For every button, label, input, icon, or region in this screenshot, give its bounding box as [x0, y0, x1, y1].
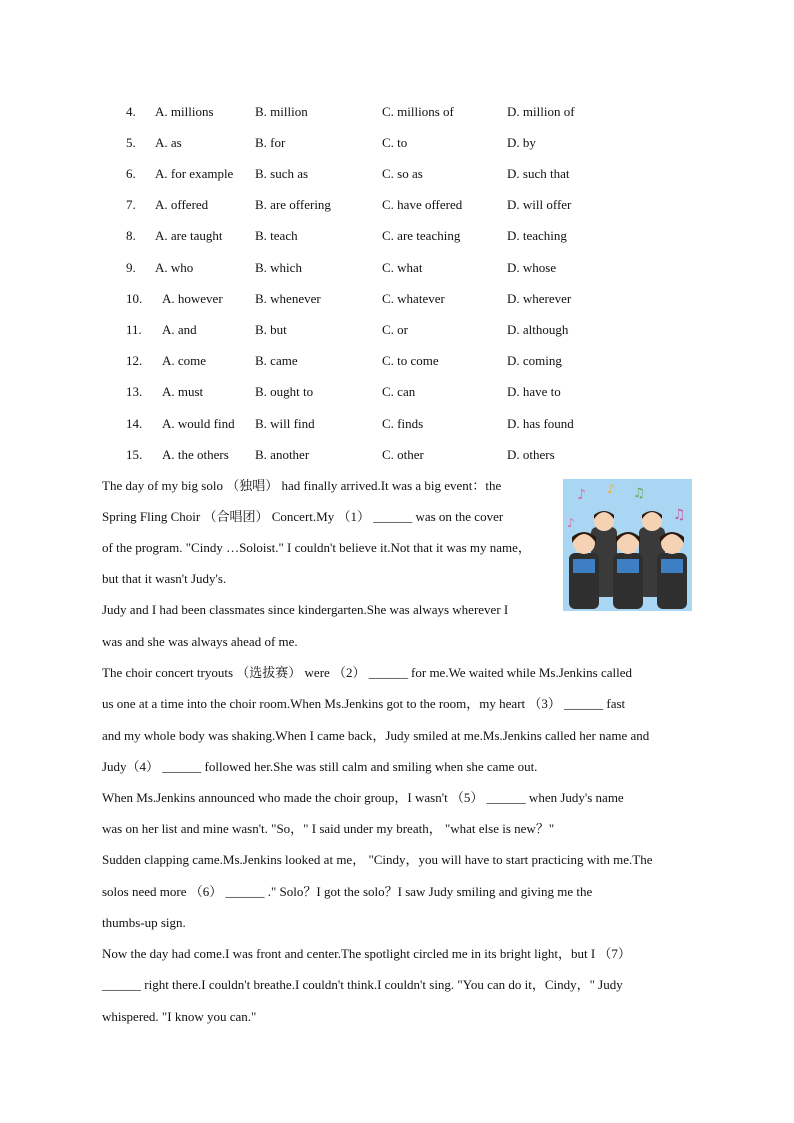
- passage-text: solos need more （6） ______ ." Solo？I got the solo？I saw Judy smiling and giving me the: [102, 884, 593, 899]
- option-d: D. wherever: [507, 291, 572, 306]
- passage-line: [102, 600, 508, 620]
- passage-line: [102, 975, 623, 995]
- option-c: C. so as: [382, 166, 423, 181]
- passage-line: [102, 507, 503, 527]
- option-b: B. for: [255, 135, 286, 150]
- question-number: 4.: [126, 104, 136, 119]
- option-b: B. but: [255, 322, 287, 337]
- option-a: A. millions: [155, 104, 214, 119]
- question-number: 9.: [126, 260, 136, 275]
- passage-line: [102, 757, 537, 777]
- passage-text: but that it wasn't Judy's.: [102, 571, 227, 586]
- question-number: 6.: [126, 166, 136, 181]
- option-d: D. has found: [507, 416, 574, 431]
- svg-text:♪: ♪: [567, 516, 575, 530]
- passage-line: [102, 726, 649, 746]
- option-c: C. have offered: [382, 197, 463, 212]
- svg-text:♫: ♫: [633, 486, 645, 501]
- passage-text: Judy and I had been classmates since kindergarten.She was always wherever I: [102, 602, 509, 617]
- option-a: A. the others: [162, 447, 229, 462]
- option-a: A. are taught: [155, 228, 223, 243]
- option-b: B. another: [255, 447, 310, 462]
- option-c: C. what: [382, 260, 423, 275]
- passage-line: [102, 819, 554, 839]
- option-c: C. to come: [382, 353, 439, 368]
- option-d: D. whose: [507, 260, 557, 275]
- option-d: D. although: [507, 322, 569, 337]
- option-b: B. will find: [255, 416, 315, 431]
- option-c: C. millions of: [382, 104, 454, 119]
- option-a: A. who: [155, 260, 194, 275]
- passage-text: of the program. "Cindy …Soloist." I couldn't believe it.Not that it was my name，: [102, 540, 531, 555]
- passage-line: [102, 882, 592, 902]
- passage-text: whispered. "I know you can.": [102, 1009, 257, 1024]
- option-a: A. as: [155, 135, 182, 150]
- option-d: D. teaching: [507, 228, 567, 243]
- passage-text: ______ right there.I couldn't breathe.I couldn't think.I couldn't sing. "You can do it，Cindy，" Judy: [102, 977, 623, 992]
- question-number: 7.: [126, 197, 136, 212]
- option-b: B. came: [255, 353, 298, 368]
- option-a: A. and: [162, 322, 197, 337]
- option-c: C. other: [382, 447, 424, 462]
- option-a: A. come: [162, 353, 207, 368]
- passage-line: [102, 788, 624, 808]
- choir-illustration-icon: [563, 479, 692, 611]
- option-d: D. million of: [507, 104, 575, 119]
- svg-text:♪: ♪: [607, 482, 615, 496]
- passage-line: [102, 663, 632, 683]
- question-number: 11.: [126, 322, 142, 337]
- option-c: C. finds: [382, 416, 424, 431]
- svg-text:♫: ♫: [673, 507, 686, 523]
- passage-text: and my whole body was shaking.When I came back，Judy smiled at me.Ms.Jenkins called her name and: [102, 728, 650, 743]
- option-b: B. ought to: [255, 384, 314, 399]
- option-c: C. to: [382, 135, 408, 150]
- option-a: A. for example: [155, 166, 234, 181]
- question-number: 13.: [126, 384, 143, 399]
- option-a: A. must: [162, 384, 204, 399]
- passage-line: [102, 569, 226, 589]
- option-b: B. which: [255, 260, 302, 275]
- passage-text: Spring Fling Choir （合唱团） Concert.My （1） ______ was on the cover: [102, 509, 504, 524]
- passage-line: [102, 694, 625, 714]
- passage-text: Judy（4） ______ followed her.She was still calm and smiling when she came out.: [102, 759, 538, 774]
- option-c: C. whatever: [382, 291, 445, 306]
- option-b: B. teach: [255, 228, 298, 243]
- passage-text: us one at a time into the choir room.When Ms.Jenkins got to the room，my heart （3） ______ fast: [102, 696, 626, 711]
- passage-line: [102, 913, 186, 933]
- option-d: D. will offer: [507, 197, 572, 212]
- option-d: D. others: [507, 447, 555, 462]
- passage-line: [102, 850, 652, 870]
- option-d: D. such that: [507, 166, 570, 181]
- option-b: B. such as: [255, 166, 309, 181]
- question-number: 8.: [126, 228, 136, 243]
- question-number: 14.: [126, 416, 143, 431]
- passage-text: thumbs-up sign.: [102, 915, 186, 930]
- passage-text: Sudden clapping came.Ms.Jenkins looked at me， "Cindy，you will have to start practicing with me.The: [102, 852, 653, 867]
- option-a: A. however: [162, 291, 223, 306]
- option-d: D. have to: [507, 384, 561, 399]
- passage-text: The choir concert tryouts （选拔赛） were （2） ______ for me.We waited while Ms.Jenkins called: [102, 665, 633, 680]
- passage-line: [102, 632, 298, 652]
- passage-text: When Ms.Jenkins announced who made the choir group，I wasn't （5） ______ when Judy's name: [102, 790, 624, 805]
- passage-text: was on her list and mine wasn't. "So，" I said under my breath， "what else is new？": [102, 821, 555, 836]
- passage-line: [102, 476, 501, 496]
- option-b: B. are offering: [255, 197, 331, 212]
- option-c: C. or: [382, 322, 408, 337]
- svg-text:♪: ♪: [577, 487, 586, 503]
- option-d: D. coming: [507, 353, 562, 368]
- option-c: C. are teaching: [382, 228, 461, 243]
- passage-line: [102, 538, 531, 558]
- option-a: A. would find: [162, 416, 235, 431]
- option-c: C. can: [382, 384, 416, 399]
- passage-text: was and she was always ahead of me.: [102, 634, 298, 649]
- question-number: 5.: [126, 135, 136, 150]
- passage-text: The day of my big solo （独唱） had finally arrived.It was a big event：the: [102, 478, 502, 493]
- passage-line: [102, 944, 631, 964]
- question-number: 10.: [126, 291, 143, 306]
- option-b: B. whenever: [255, 291, 321, 306]
- option-b: B. million: [255, 104, 308, 119]
- question-number: 15.: [126, 447, 143, 462]
- passage-text: Now the day had come.I was front and center.The spotlight circled me in its bright light，but I （7）: [102, 946, 631, 961]
- question-number: 12.: [126, 353, 143, 368]
- option-d: D. by: [507, 135, 536, 150]
- passage-line: [102, 1007, 256, 1027]
- option-a: A. offered: [155, 197, 209, 212]
